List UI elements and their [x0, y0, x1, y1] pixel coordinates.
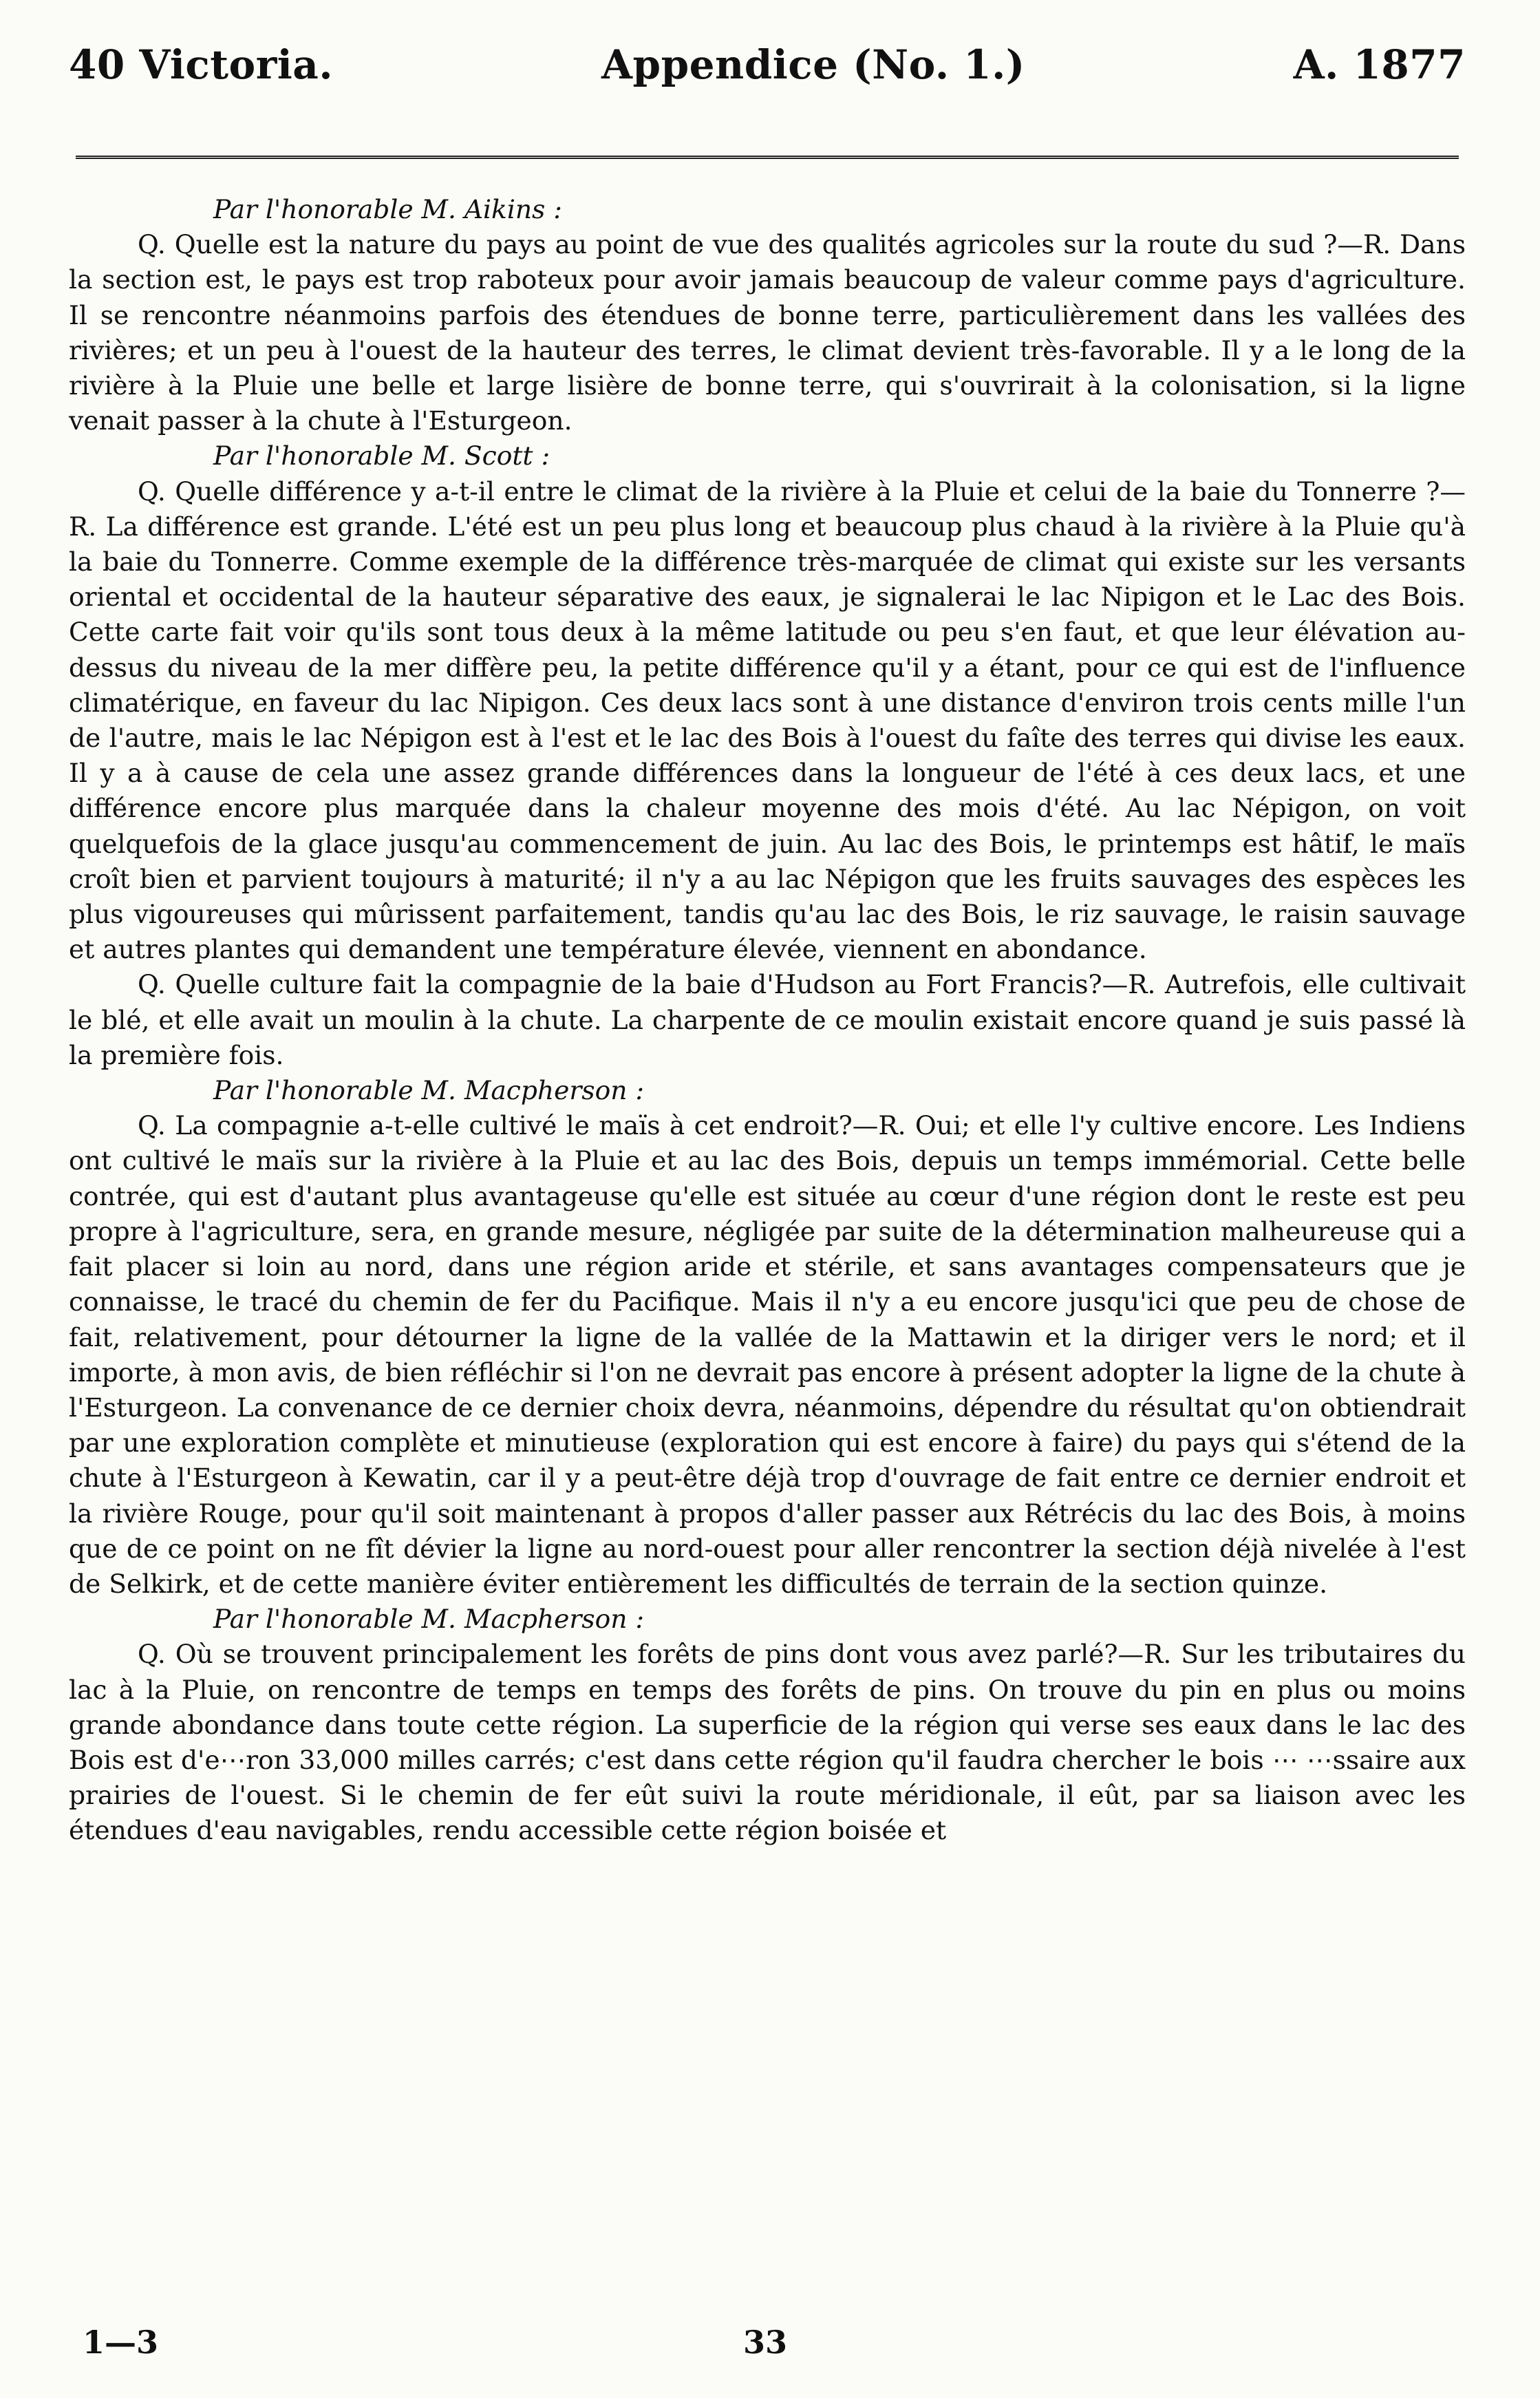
paragraph: Q. Quelle culture fait la compagnie de la baie d'Hudson au Fort Francis?—R. Autrefois, elle cultivait le blé, et elle avait un moulin à la chute. La charpente de ce moulin existait encore quand je suis passé là la première fois. — [69, 969, 1466, 1070]
header-title: Appendice (No. 1.) — [601, 41, 1025, 88]
signature-mark: 1—3 — [83, 2324, 159, 2361]
header-session: 40 Victoria. — [69, 41, 334, 88]
speaker-heading: Par l'honorable M. Scott : — [213, 441, 550, 471]
header-year: A. 1877 — [1293, 41, 1466, 88]
speaker-heading: Par l'honorable M. Aikins : — [213, 194, 562, 224]
header-rule — [76, 156, 1459, 165]
page-number: 33 — [743, 2324, 788, 2361]
speaker-heading: Par l'honorable M. Macpherson : — [213, 1604, 645, 1635]
paragraph: Q. Quelle est la nature du pays au point de vue des qualités agricoles sur la route du sud ?—R. Dans la section est, le pays est trop raboteux pour avoir jamais beaucoup de valeur comme pays d'agriculture. Il se rencontre néanmoins parfois des étendues de bonne terre, particulièrement dans les vallées des rivières; et un peu à l'ouest de la hauteur des terres, le climat devient très-favorable. Il y a le long de la rivière à la Pluie une belle et large lisière de bonne terre, qui s'ouvrirait à la colonisation, si la ligne venait passer à la chute à l'Esturgeon. — [69, 229, 1466, 436]
document-page — [69, 41, 1466, 2361]
paragraph: Q. Quelle différence y a-t-il entre le climat de la rivière à la Pluie et celui de la baie du Tonnerre ?—R. La différence est grande. L'été est un peu plus long et beaucoup plus chaud à la rivière à la Pluie qu'à la baie du Tonnerre. Comme exemple de la différence très-marquée de climat qui existe sur les versants oriental et occidental de la hauteur séparative des eaux, je signalerai le lac Nipigon et le Lac des Bois. Cette carte fait voir qu'ils sont tous deux à la même latitude ou peu s'en faut, et que leur élévation au-dessus du niveau de la mer diffère peu, la petite différence qu'il y a étant, pour ce qui est de l'influence climatérique, en faveur du lac Nipigon. Ces deux lacs sont à une distance d'environ trois cents mille l'un de l'autre, mais le lac Népigon est à l'est et le lac des Bois à l'ouest du faîte des terres qui divise les eaux. Il y a à cause de cela une assez grande différences dans la longueur de l'été à ces deux lacs, et une différence encore plus marquée dans la chaleur moyenne des mois d'été. Au lac Népigon, on voit quelquefois de la glace jusqu'au commencement de juin. Au lac des Bois, le printemps est hâtif, le maïs croît bien et parvient toujours à maturité; il n'y a au lac Népigon que les fruits sauvages des espèces les plus vigoureuses qui mûrissent parfaitement, tandis qu'au lac des Bois, le riz sauvage, le raisin sauvage et autres plantes qui demandent une température élevée, viennent en abondance. — [69, 476, 1466, 965]
speaker-heading: Par l'honorable M. Macpherson : — [213, 1075, 645, 1106]
paragraph: Q. Où se trouvent principalement les forêts de pins dont vous avez parlé?—R. Sur les tributaires du lac à la Pluie, on rencontre de temps en temps des forêts de pins. On trouve du pin en plus ou moins grande abondance dans toute cette région. La superficie de la région qui verse ses eaux dans le lac des Bois est d'e⋯ron 33,000 milles carrés; c'est dans cette région qu'il faudra chercher le bois ⋯ ⋯ssaire aux prairies de l'ouest. Si le chemin de fer eût suivi la route méridionale, il eût, par sa liaison avec les étendues d'eau navigables, rendu accessible cette région boisée et — [69, 1639, 1466, 1846]
paragraph: Q. La compagnie a-t-elle cultivé le maïs à cet endroit?—R. Oui; et elle l'y cultive encore. Les Indiens ont cultivé le maïs sur la rivière à la Pluie et au lac des Bois, depuis un temps immémorial. Cette belle contrée, qui est d'autant plus avantageuse qu'elle est située au cœur d'une région dont le reste est peu propre à l'agriculture, sera, en grande mesure, négligée par suite de la détermination malheureuse qui a fait placer si loin au nord, dans une région aride et stérile, et sans avantages compensateurs que je connaisse, le tracé du chemin de fer du Pacifique. Mais il n'y a eu encore jusqu'ici que peu de chose de fait, relativement, pour détourner la ligne de la vallée de la Mattawin et la diriger vers le nord; et il importe, à mon avis, de bien réfléchir si l'on ne devrait pas encore à présent adopter la ligne de la chute à l'Esturgeon. La convenance de ce dernier choix devra, néanmoins, dépendre du résultat qu'on obtiendrait par une exploration complète et minutieuse (exploration qui est encore à faire) du pays qui s'étend de la chute à l'Esturgeon à Kewatin, car il y a peut-être déjà trop d'ouvrage de fait entre ce dernier endroit et la rivière Rouge, pour qu'il soit maintenant à propos d'aller passer aux Rétrécis du lac des Bois, à moins que de ce point on ne fît dévier la ligne au nord-ouest pour aller rencontrer la section déjà nivelée à l'est de Selkirk, et de cette manière éviter entièrement les difficultés de terrain de la section quinze. — [69, 1110, 1466, 1599]
page-header — [69, 41, 1466, 96]
document-body — [69, 192, 1466, 1849]
